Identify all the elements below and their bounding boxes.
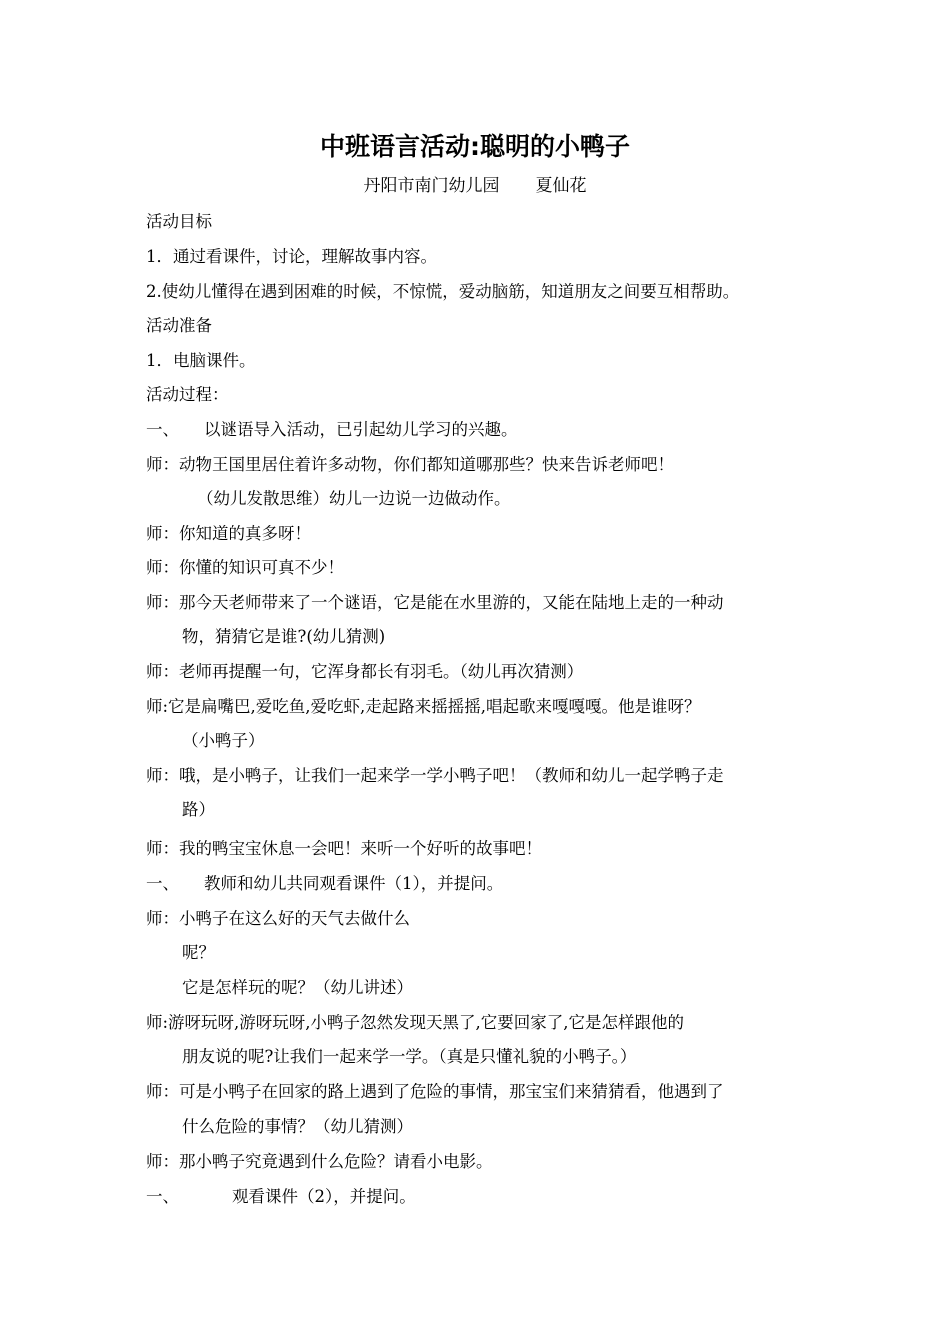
step-text: 教师和幼儿共同观看课件（1），并提问。	[204, 874, 504, 893]
dialogue-line: 师:游呀玩呀,游呀玩呀,小鸭子忽然发现天黑了,它要回家了,它是怎样跟他的	[146, 1013, 685, 1032]
dialogue-line: 师：动物王国里居住着许多动物，你们都知道哪那些？快来告诉老师吧！	[146, 455, 674, 474]
step-marker: 一、	[146, 874, 179, 893]
paragraph-line: 1．电脑课件。	[146, 351, 256, 370]
dialogue-line: 师：你懂的知识可真不少！	[146, 558, 344, 577]
step-text: 观看课件（2），并提问。	[232, 1187, 416, 1206]
step-heading	[146, 871, 503, 897]
dialogue-continuation: 它是怎样玩的呢？（幼儿讲述）	[182, 978, 413, 997]
paragraph-line: （幼儿发散思维）幼儿一边说一边做动作。	[197, 489, 511, 508]
section-heading: 活动目标	[146, 212, 212, 231]
dialogue-line: 师:它是扁嘴巴,爱吃鱼,爱吃虾,走起路来摇摇摇,唱起歌来嘎嘎嘎。他是谁呀？	[146, 697, 701, 716]
step-marker: 一、	[146, 420, 179, 439]
dialogue-continuation: 什么危险的事情？（幼儿猜测）	[182, 1117, 413, 1136]
dialogue-continuation: 路）	[182, 800, 215, 819]
dialogue-line: 师：哦，是小鸭子，让我们一起来学一学小鸭子吧！（教师和幼儿一起学鸭子走	[146, 766, 724, 785]
step-heading	[146, 1184, 416, 1210]
author-name: 夏仙花	[535, 176, 587, 196]
step-text: 以谜语导入活动，已引起幼儿学习的兴趣。	[204, 420, 518, 439]
dialogue-continuation: 朋友说的呢?让我们一起来学一学。（真是只懂礼貌的小鸭子。）	[182, 1047, 637, 1066]
dialogue-continuation: 物，猜猜它是谁?(幼儿猜测)	[182, 627, 386, 646]
step-marker: 一、	[146, 1187, 179, 1206]
paragraph-line: 2.使幼儿懂得在遇到困难的时候，不惊慌，爱动脑筋，知道朋友之间要互相帮助。	[146, 282, 740, 301]
author-line	[0, 173, 950, 199]
dialogue-line: 师：老师再提醒一句，它浑身都长有羽毛。（幼儿再次猜测）	[146, 662, 584, 681]
section-heading: 活动准备	[146, 316, 212, 335]
dialogue-line: 师：那小鸭子究竟遇到什么危险？请看小电影。	[146, 1152, 493, 1171]
dialogue-line: 师：那今天老师带来了一个谜语，它是能在水里游的，又能在陆地上走的一种动	[146, 593, 724, 612]
author-school: 丹阳市南门幼儿园	[363, 176, 500, 196]
dialogue-line: 师：可是小鸭子在回家的路上遇到了危险的事情，那宝宝们来猜猜看，他遇到了	[146, 1082, 724, 1101]
section-heading: 活动过程：	[146, 385, 229, 404]
dialogue-continuation: 呢？	[182, 943, 215, 962]
document-title: 中班语言活动:聪明的小鸭子	[320, 132, 630, 161]
paragraph-line: 1．通过看课件，讨论，理解故事内容。	[146, 247, 437, 266]
step-heading	[146, 417, 518, 443]
dialogue-line: 师：小鸭子在这么好的天气去做什么	[146, 909, 410, 928]
dialogue-line: 师：你知道的真多呀！	[146, 524, 311, 543]
dialogue-line: 师：我的鸭宝宝休息一会吧！来听一个好听的故事吧！	[146, 839, 542, 858]
dialogue-continuation: （小鸭子）	[182, 731, 265, 750]
